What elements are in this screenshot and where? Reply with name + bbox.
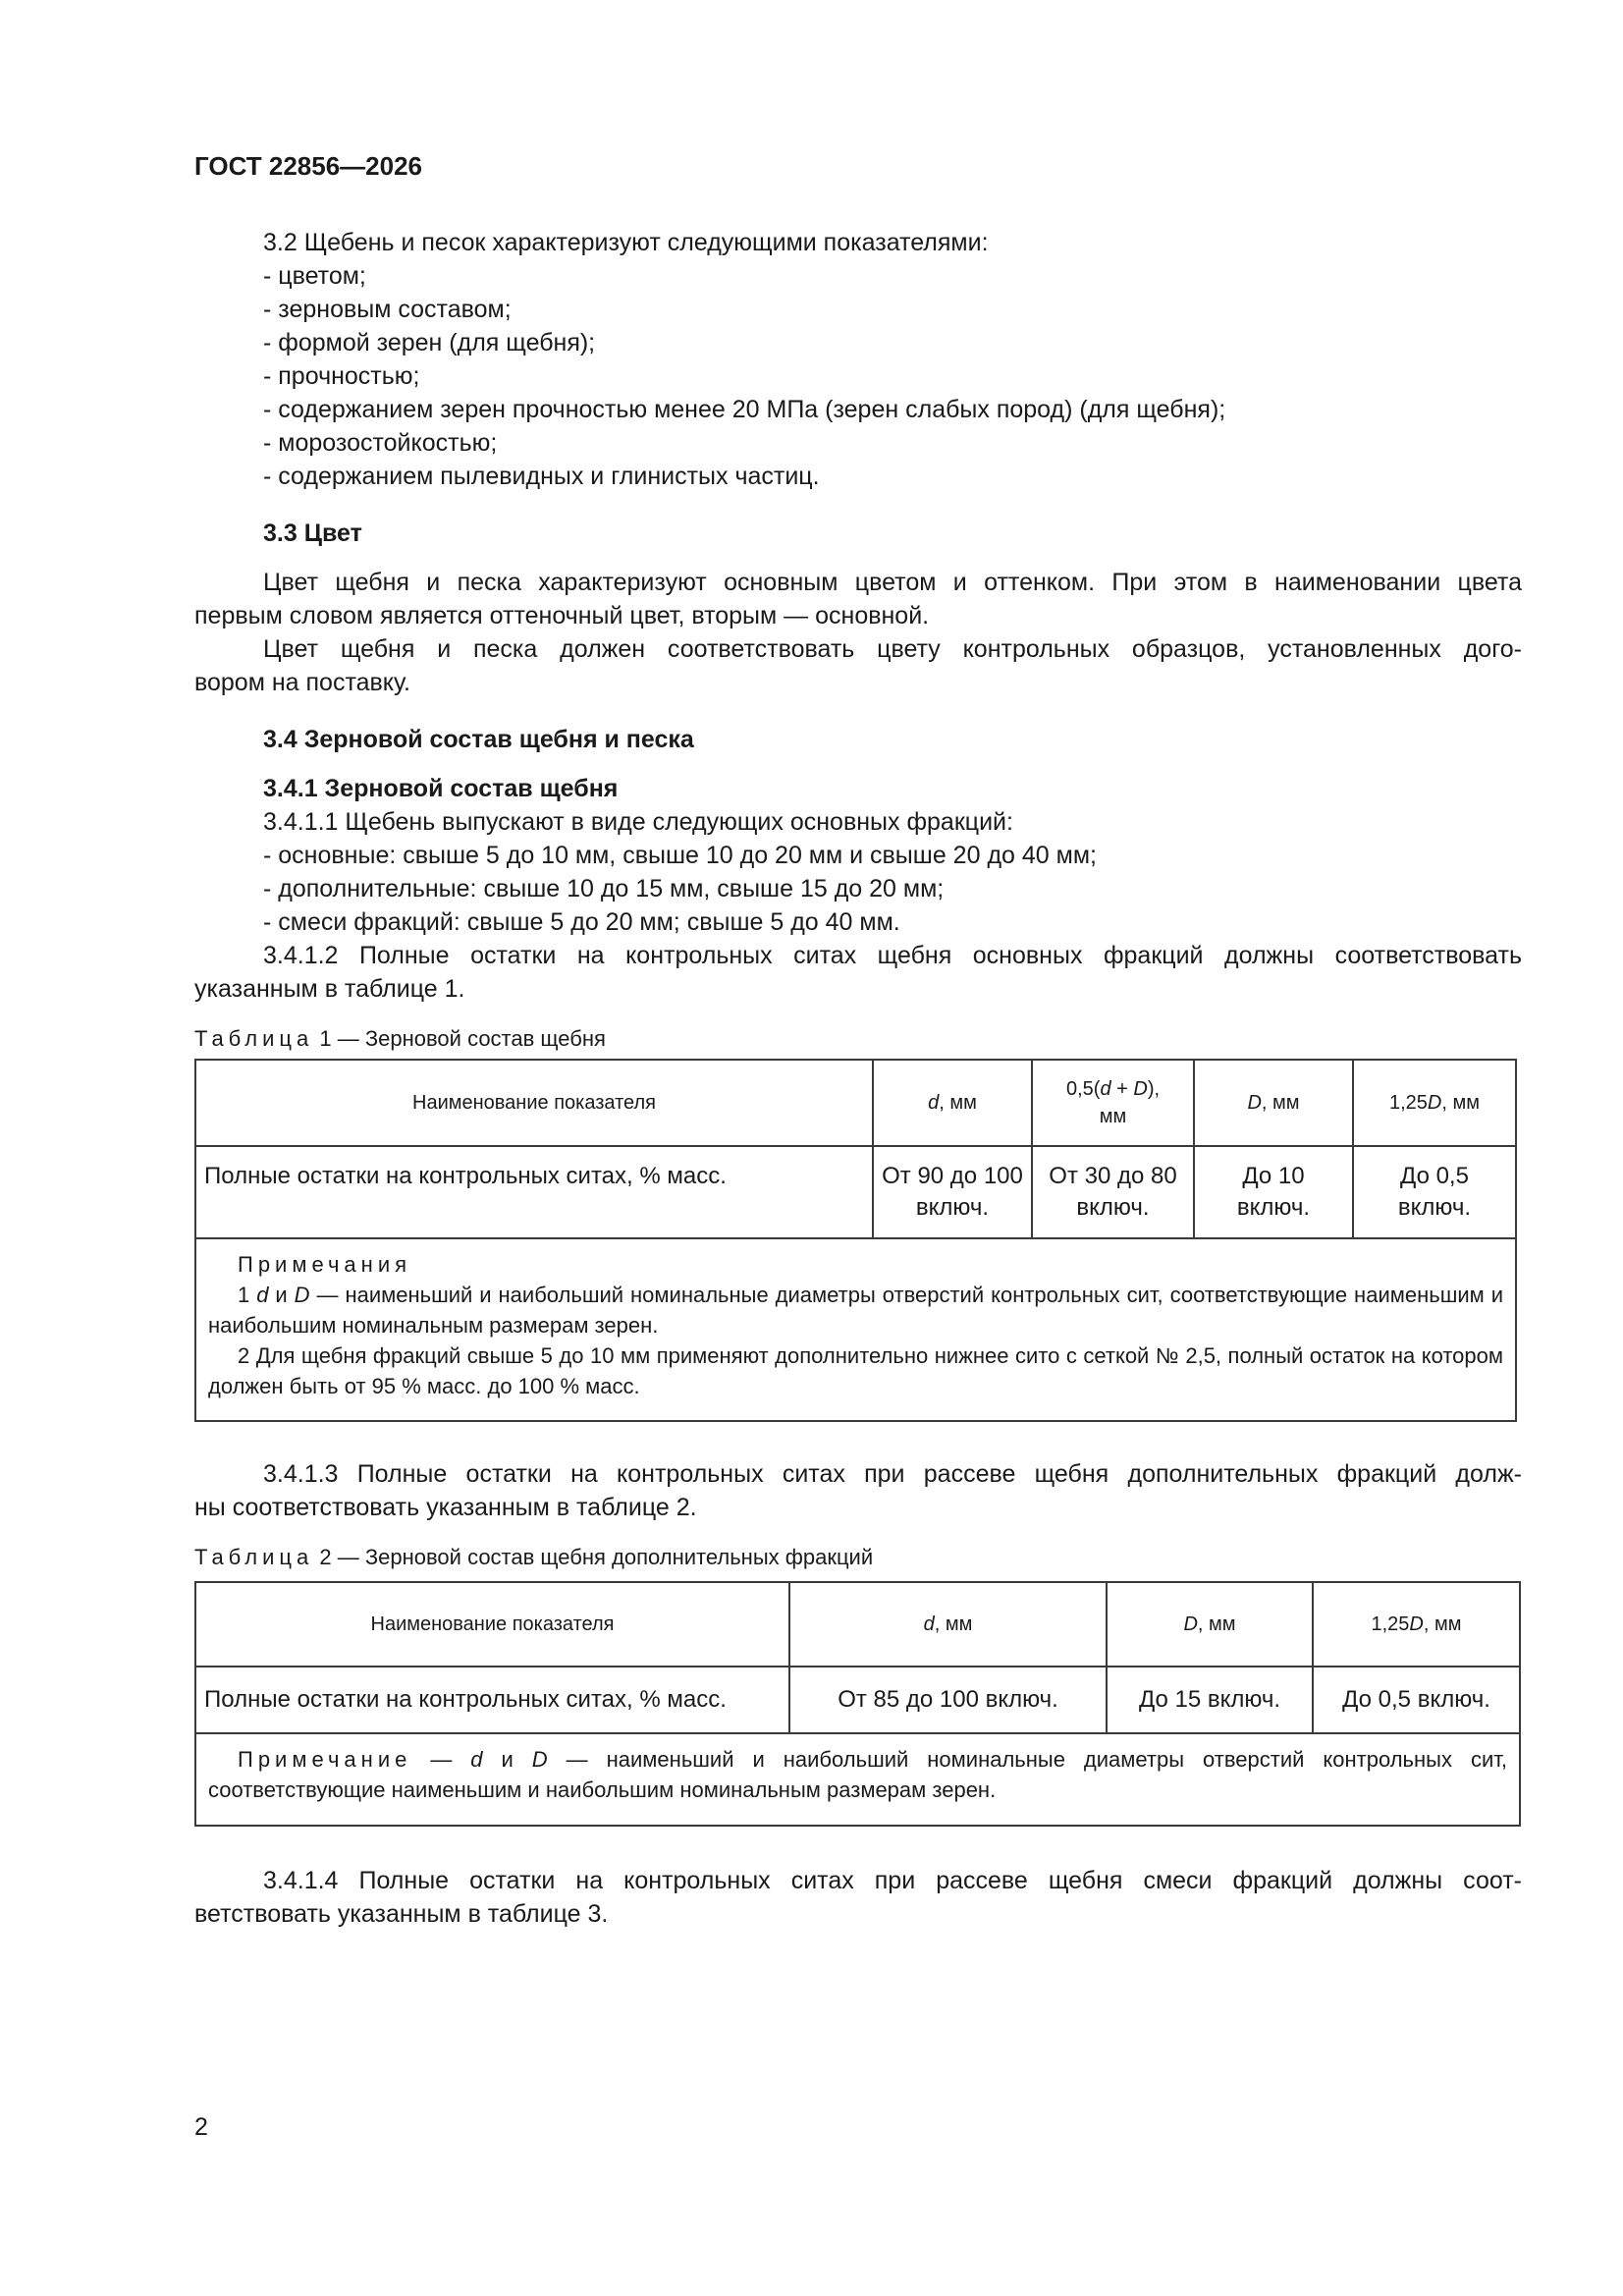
table1-header-row [195, 1060, 1516, 1146]
s33-p1-line2: первым словом является оттеночный цвет, вторым — основной. [194, 602, 930, 629]
s33-p2-line1: Цвет щебня и песка должен соответствовать цвету контрольных образцов, установленных дого- [263, 635, 1522, 663]
table1-caption [194, 1024, 606, 1054]
s33-heading: 3.3 Цвет [263, 519, 362, 547]
p3411: 3.4.1.1 Щебень выпускают в виде следующих основных фракций: [263, 808, 1013, 836]
s33-p1-line1: Цвет щебня и песка характеризуют основным цветом и оттенком. При этом в наименовании цвета [263, 569, 1522, 596]
s32-item-1: - цветом; [263, 262, 366, 290]
table1-cell-name: Полные остатки на контрольных ситах, % масс. [195, 1146, 873, 1238]
s32-item-6: - морозостойкостью; [263, 429, 498, 457]
page-number: 2 [194, 2113, 208, 2141]
s341-item-2: - дополнительные: свыше 10 до 15 мм, свыше 15 до 20 мм; [263, 875, 945, 902]
table2-header-name: Наименование показателя [195, 1582, 789, 1667]
table-row [195, 1667, 1520, 1733]
table2-header-row [195, 1582, 1520, 1667]
s32-item-7: - содержанием пылевидных и глинистых частиц. [263, 463, 820, 490]
table1-cell-d: От 90 до 100 включ. [873, 1146, 1032, 1238]
table1-caption-word: Таблица [194, 1026, 314, 1051]
table1-header-125D: 1,25D, мм [1353, 1060, 1516, 1146]
table2-header-D: D, мм [1107, 1582, 1313, 1667]
s341-item-3: - смеси фракций: свыше 5 до 20 мм; свыше 5 до 40 мм. [263, 908, 900, 936]
table1-header-half: 0,5(d + D), мм [1032, 1060, 1194, 1146]
table2 [194, 1581, 1521, 1827]
table1-notes [195, 1238, 1516, 1421]
table2-cell-125D: До 0,5 включ. [1313, 1667, 1520, 1733]
s32-item-3: - формой зерен (для щебня); [263, 329, 596, 356]
table2-header-d: d, мм [789, 1582, 1107, 1667]
table1 [194, 1059, 1517, 1422]
table2-caption [194, 1543, 873, 1572]
s32-item-4: - прочностью; [263, 362, 420, 390]
table1-notes-row [195, 1238, 1516, 1421]
table1-header-D: D, мм [1194, 1060, 1353, 1146]
table2-cell-D: До 15 включ. [1107, 1667, 1313, 1733]
table2-notes-row [195, 1733, 1520, 1826]
table1-note-2: 2 Для щебня фракций свыше 5 до 10 мм применяют дополнительно нижнее сито с сеткой № 2,5, полный остаток на котором должен быть от 95 % масс. до 100 % масс. [208, 1343, 1503, 1398]
p3414-line2: ветствовать указанным в таблице 3. [194, 1900, 609, 1928]
table2-caption-text: 2 — Зерновой состав щебня дополнительных фракций [319, 1545, 874, 1569]
s33-p2-line2: вором на поставку. [194, 669, 410, 696]
s32-intro: 3.2 Щебень и песок характеризуют следующими показателями: [263, 229, 989, 256]
document-header: ГОСТ 22856—2026 [194, 151, 422, 181]
table2-note: Примечание — d и D — наименьший и наибольший номинальные диаметры отверстий контрольных сит, соответствующие наименьшим и наибольшим номинальным размерам зерен. [208, 1747, 1507, 1802]
table1-notes-title: Примечания [238, 1252, 412, 1277]
p3413-line2: ны соответствовать указанным в таблице 2. [194, 1494, 697, 1521]
table1-header-name: Наименование показателя [195, 1060, 873, 1146]
table1-header-d: d, мм [873, 1060, 1032, 1146]
s32-item-2: - зерновым составом; [263, 296, 512, 323]
table1-cell-125D: До 0,5 включ. [1353, 1146, 1516, 1238]
table1-caption-text: 1 — Зерновой состав щебня [319, 1026, 606, 1051]
table2-cell-name: Полные остатки на контрольных ситах, % масс. [195, 1667, 789, 1733]
table2-caption-word: Таблица [194, 1545, 314, 1569]
p3414-line1: 3.4.1.4 Полные остатки на контрольных ситах при рассеве щебня смеси фракций должны соот- [263, 1867, 1522, 1894]
table2-cell-d: От 85 до 100 включ. [789, 1667, 1107, 1733]
s341-item-1: - основные: свыше 5 до 10 мм, свыше 10 до 20 мм и свыше 20 до 40 мм; [263, 842, 1097, 869]
table2-notes [195, 1733, 1520, 1826]
table1-note-1: 1 d и D — наименьший и наибольший номинальные диаметры отверстий контрольных сит, соответствующие наименьшим и наибольшим номинальным размерам зерен. [208, 1283, 1504, 1338]
s341-heading: 3.4.1 Зерновой состав щебня [263, 775, 619, 802]
s34-heading: 3.4 Зерновой состав щебня и песка [263, 726, 694, 753]
s32-item-5: - содержанием зерен прочностью менее 20 МПа (зерен слабых пород) (для щебня); [263, 396, 1226, 423]
p3413-line1: 3.4.1.3 Полные остатки на контрольных ситах при рассеве щебня дополнительных фракций долж- [263, 1460, 1522, 1488]
table-row [195, 1146, 1516, 1238]
table2-note-title: Примечание [238, 1747, 412, 1772]
table1-cell-half: От 30 до 80 включ. [1032, 1146, 1194, 1238]
p3412-line2: указанным в таблице 1. [194, 975, 465, 1003]
table2-header-125D: 1,25D, мм [1313, 1582, 1520, 1667]
table1-cell-D: До 10 включ. [1194, 1146, 1353, 1238]
p3412-line1: 3.4.1.2 Полные остатки на контрольных ситах щебня основных фракций должны соответствовать [263, 942, 1522, 969]
